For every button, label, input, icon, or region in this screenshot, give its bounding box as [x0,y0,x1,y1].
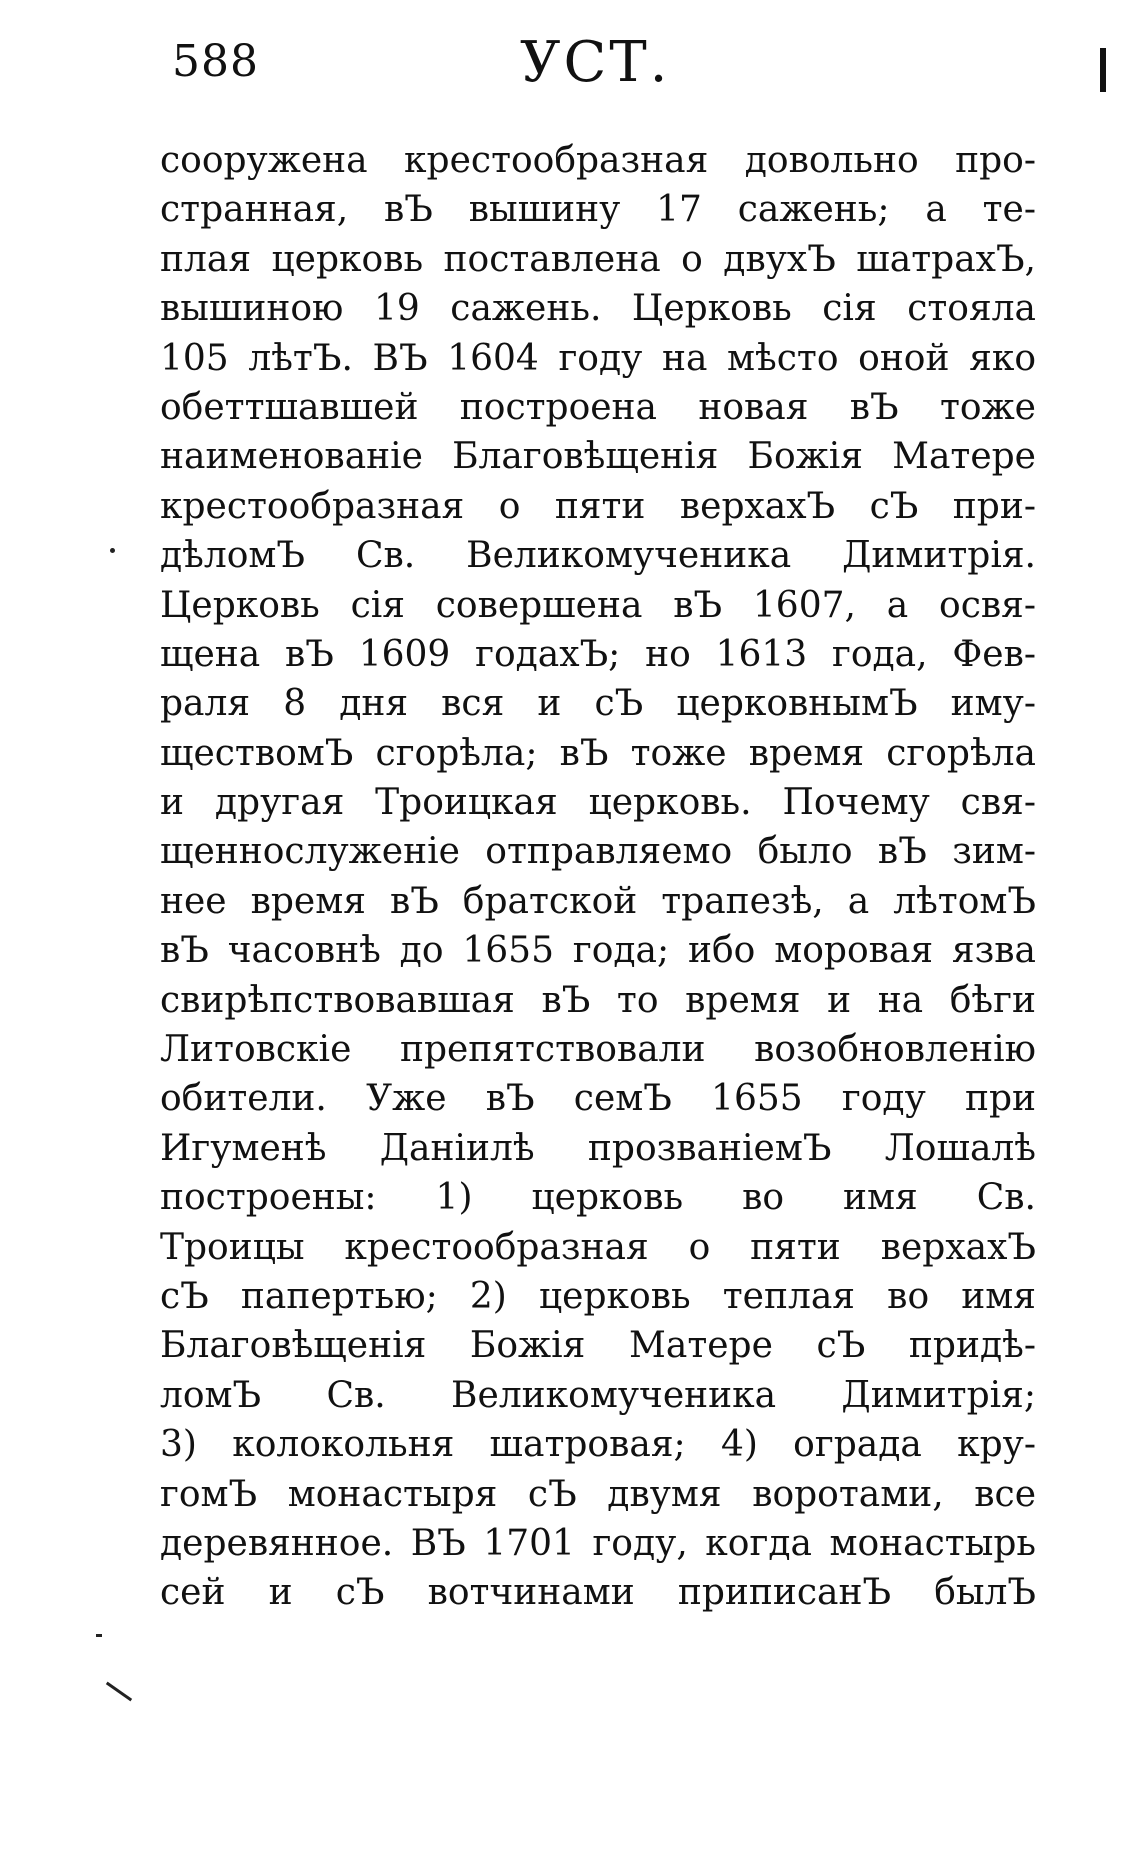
text-line: Троицы крестообразная о пяти верхахЪ [160,1226,1036,1268]
text-line: странная, вЪ вышину 17 сажень; а те- [160,189,1036,231]
text-line: сей и сЪ вотчинами приписанЪ былЪ [160,1572,1036,1614]
text-line: 105 лѣтЪ. ВЪ 1604 году на мѣсто оной яко [160,337,1036,379]
text-line: наименованіе Благовѣщенія Божія Матере [160,436,1036,478]
text-line: Игуменѣ Даніилѣ прозваніемЪ Лошалѣ [160,1127,1036,1169]
text-line: вЪ часовнѣ до 1655 года; ибо моровая язва [160,930,1036,972]
text-line: вышиною 19 сажень. Церковь сія стояла [160,288,1036,330]
ink-speck [106,1682,132,1702]
ink-speck [96,1634,102,1637]
text-line: щена вЪ 1609 годахЪ; но 1613 года, Фев- [160,633,1036,675]
text-line: сооружена крестообразная довольно про- [160,140,1036,181]
body-text [160,136,1036,1618]
text-line: гомЪ монастыря сЪ двумя воротами, все [160,1473,1036,1515]
text-line: Церковь сія совершена вЪ 1607, а освя- [160,584,1036,626]
text-line: Благовѣщенія Божія Матере сЪ придѣ- [160,1325,1036,1367]
running-head: УСТ. [520,30,671,95]
page-header [0,30,1140,95]
ink-speck [110,548,115,553]
text-line: ломЪ Св. Великомученика Димитрія; [160,1374,1036,1416]
page-edge-mark [1100,48,1106,92]
text-line: щеннослуженіе отправляемо было вЪ зим- [160,831,1036,873]
text-line: ществомЪ сгорѣла; вЪ тоже время сгорѣла [160,732,1036,774]
text-line: нее время вЪ братской трапезѣ, а лѣтомЪ [160,880,1036,922]
text-line: и другая Троицкая церковь. Почему свя- [160,782,1036,824]
text-line: дѣломЪ Св. Великомученика Димитрія. [160,535,1036,577]
text-line: сЪ папертью; 2) церковь теплая во имя [160,1275,1036,1317]
text-line: Литовскіе препятствовали возобновленію [160,1029,1036,1071]
text-line: деревянное. ВЪ 1701 году, когда монастырь [160,1522,1036,1564]
text-line: свирѣпствовавшая вЪ то время и на бѣги [160,979,1036,1021]
text-line: 3) колокольня шатровая; 4) ограда кру- [160,1424,1036,1466]
text-line: крестообразная о пяти верхахЪ сЪ при- [160,485,1036,527]
text-line: обители. Уже вЪ семЪ 1655 году при [160,1078,1036,1120]
text-line: построены: 1) церковь во имя Св. [160,1177,1036,1219]
page-number: 588 [172,36,259,87]
text-line: раля 8 дня вся и сЪ церковнымЪ иму- [160,683,1036,725]
text-line: плая церковь поставлена о двухЪ шатрахЪ, [160,238,1036,280]
text-line: обеттшавшей построена новая вЪ тоже [160,386,1036,428]
